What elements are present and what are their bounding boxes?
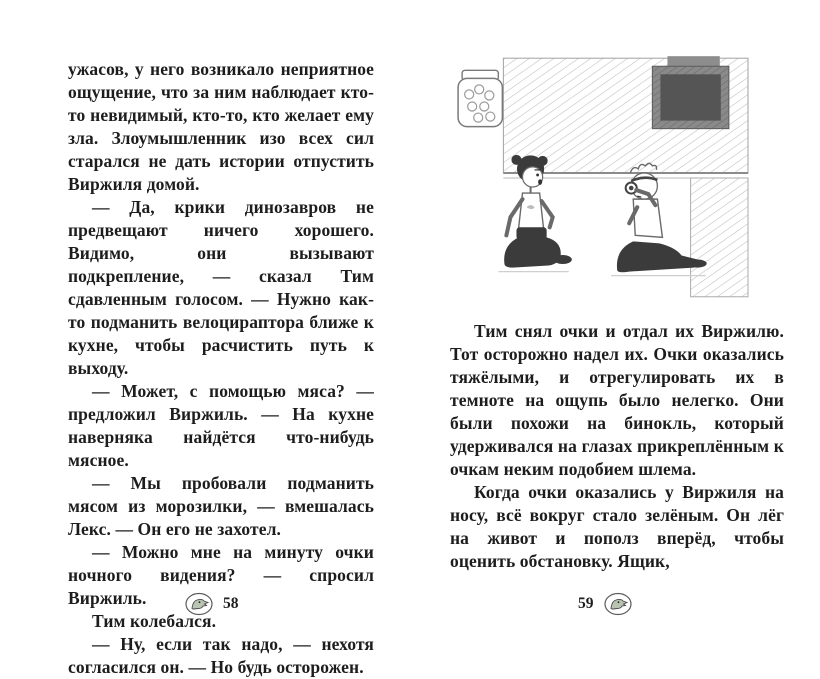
right-page-footer xyxy=(578,592,633,616)
popcorn-jar-sketch xyxy=(458,70,502,126)
paragraph: — Может, с помощью мяса? — предложил Виржиль. — На кухне наверняка найдётся что-нибудь мясное. xyxy=(68,381,374,470)
illustration xyxy=(446,56,750,306)
paragraph: ужасов, у него возникало неприятное ощущение, что за ним наблюдает кто-то невидимый, кто-то, кто желает ему зла. Злоумышленник изо всех сил старался не дать истории отпустить Виржиля домой. xyxy=(68,59,374,194)
paragraph: — Мы пробовали подманить мясом из морозилки, — вмешалась Лекс. — Он его не захотел. xyxy=(68,473,374,539)
left-page-footer xyxy=(184,592,239,616)
right-page-text xyxy=(450,320,784,573)
paragraph: Тим снял очки и отдал их Виржилю. Тот осторожно надел их. Очки оказались тяжёлыми, и отрегулировать их в темноте на ощупь было нелегко. Они были похожи на бинокль, который удерживался на глазах прикреплённым к очкам неким подобием шлема. xyxy=(450,321,784,479)
paragraph: Когда очки оказались у Виржиля на носу, всё вокруг стало зелёным. Он лёг на живот и пополз вперёд, чтобы оценить обстановку. Ящик, xyxy=(450,482,784,571)
paragraph: Тим колебался. xyxy=(92,611,217,631)
page-number: 59 xyxy=(578,595,594,612)
paragraph: — Можно мне на минуту очки ночного видения? — спросил Виржиль. xyxy=(68,542,374,608)
left-page-text xyxy=(68,58,374,679)
page-number: 58 xyxy=(223,595,239,612)
dino-stamp-icon xyxy=(184,592,214,616)
paragraph: — Ну, если так надо, — нехотя согласился он. — Но будь осторожен. xyxy=(68,634,374,677)
paragraph: — Да, крики динозавров не предвещают ничего хорошего. Видимо, они вызывают подкрепление, — сказал Тим сдавленным голосом. — Нужно как-то подманить велоцираптора ближе к кухне, чтобы расчистить путь к выходу. xyxy=(68,197,374,378)
dino-stamp-icon xyxy=(603,592,633,616)
